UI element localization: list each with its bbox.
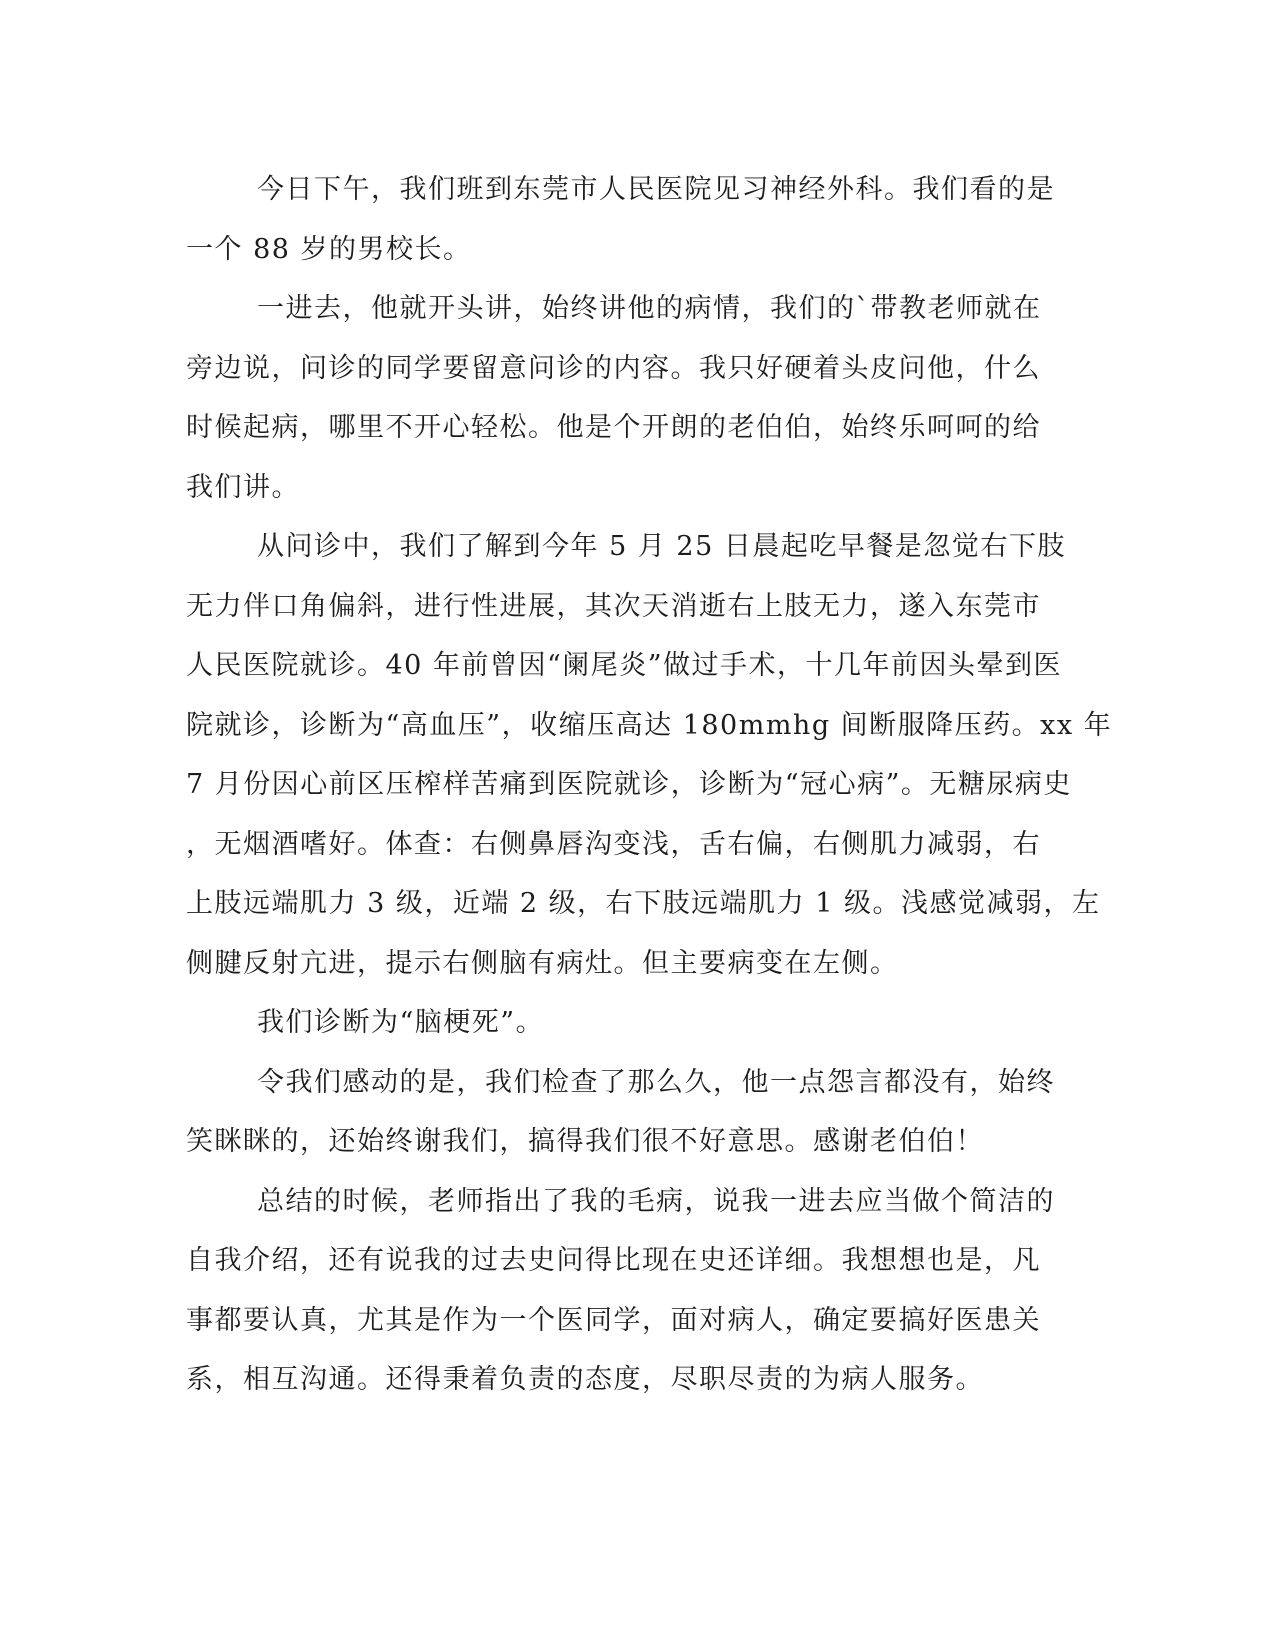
text-line: 系，相互沟通。还得秉着负责的态度，尽职尽责的为病人服务。 (186, 1364, 984, 1395)
text-line: 上肢远端肌力 3 级，近端 2 级，右下肢远端肌力 1 级。浅感觉减弱，左 (186, 888, 1101, 919)
paragraph-history (186, 517, 1113, 993)
document-body (186, 160, 1113, 1410)
text-line: ，无烟酒嗜好。体查：右侧鼻唇沟变浅，舌右偏，右侧肌力减弱，右 (186, 828, 1041, 860)
text-line: 一个 88 岁的男校长。 (186, 233, 472, 265)
paragraph-inquiry (186, 279, 1054, 517)
text-line: 无力伴口角偏斜，进行性进展，其次天消逝右上肢无力，遂入东莞市 (186, 590, 1041, 622)
text-line: 时候起病，哪里不开心轻松。他是个开朗的老伯伯，始终乐呵呵的给 (186, 412, 1041, 443)
text-line: 自我介绍，还有说我的过去史问得比现在史还详细。我想想也是，凡 (186, 1245, 1041, 1276)
text-line: 我们讲。 (186, 471, 300, 503)
text-line: 事都要认真，尤其是作为一个医同学，面对病人，确定要搞好医患关 (186, 1304, 1041, 1336)
text-line: 人民医院就诊。40 年前曾因“阑尾炎”做过手术，十几年前因头晕到医 (186, 650, 1063, 681)
text-line: 我们诊断为“脑梗死”。 (257, 1007, 545, 1038)
text-line: 今日下午，我们班到东莞市人民医院见习神经外科。我们看的是 (257, 174, 1055, 205)
paragraph-summary (186, 1172, 1054, 1410)
text-line: 7 月份因心前区压榨样苦痛到医院就诊，诊断为“冠心病”。无糖尿病史 (186, 769, 1072, 800)
text-line: 侧腱反射亢进，提示右侧脑有病灶。但主要病变在左侧。 (186, 947, 899, 979)
text-line: 一进去，他就开头讲，始终讲他的病情，我们的`带教老师就在 (257, 293, 1042, 324)
text-line: 总结的时候，老师指出了我的毛病，说我一进去应当做个简洁的 (257, 1185, 1055, 1217)
paragraph-visit (186, 160, 1054, 279)
text-line: 令我们感动的是，我们检查了那么久，他一点怨言都没有，始终 (257, 1066, 1055, 1098)
text-line: 院就诊，诊断为“高血压”，收缩压高达 180mmhg 间断服降压药。xx 年 (186, 709, 1113, 741)
text-line: 旁边说，问诊的同学要留意问诊的内容。我只好硬着头皮问他，什么 (186, 352, 1041, 384)
paragraph-gratitude (186, 1053, 1054, 1172)
text-line: 笑眯眯的，还始终谢我们，搞得我们很不好意思。感谢老伯伯！ (186, 1126, 984, 1157)
paragraph-diagnosis (186, 993, 1054, 1053)
text-line: 从问诊中，我们了解到今年 5 月 25 日晨起吃早餐是忽觉右下肢 (257, 531, 1066, 562)
